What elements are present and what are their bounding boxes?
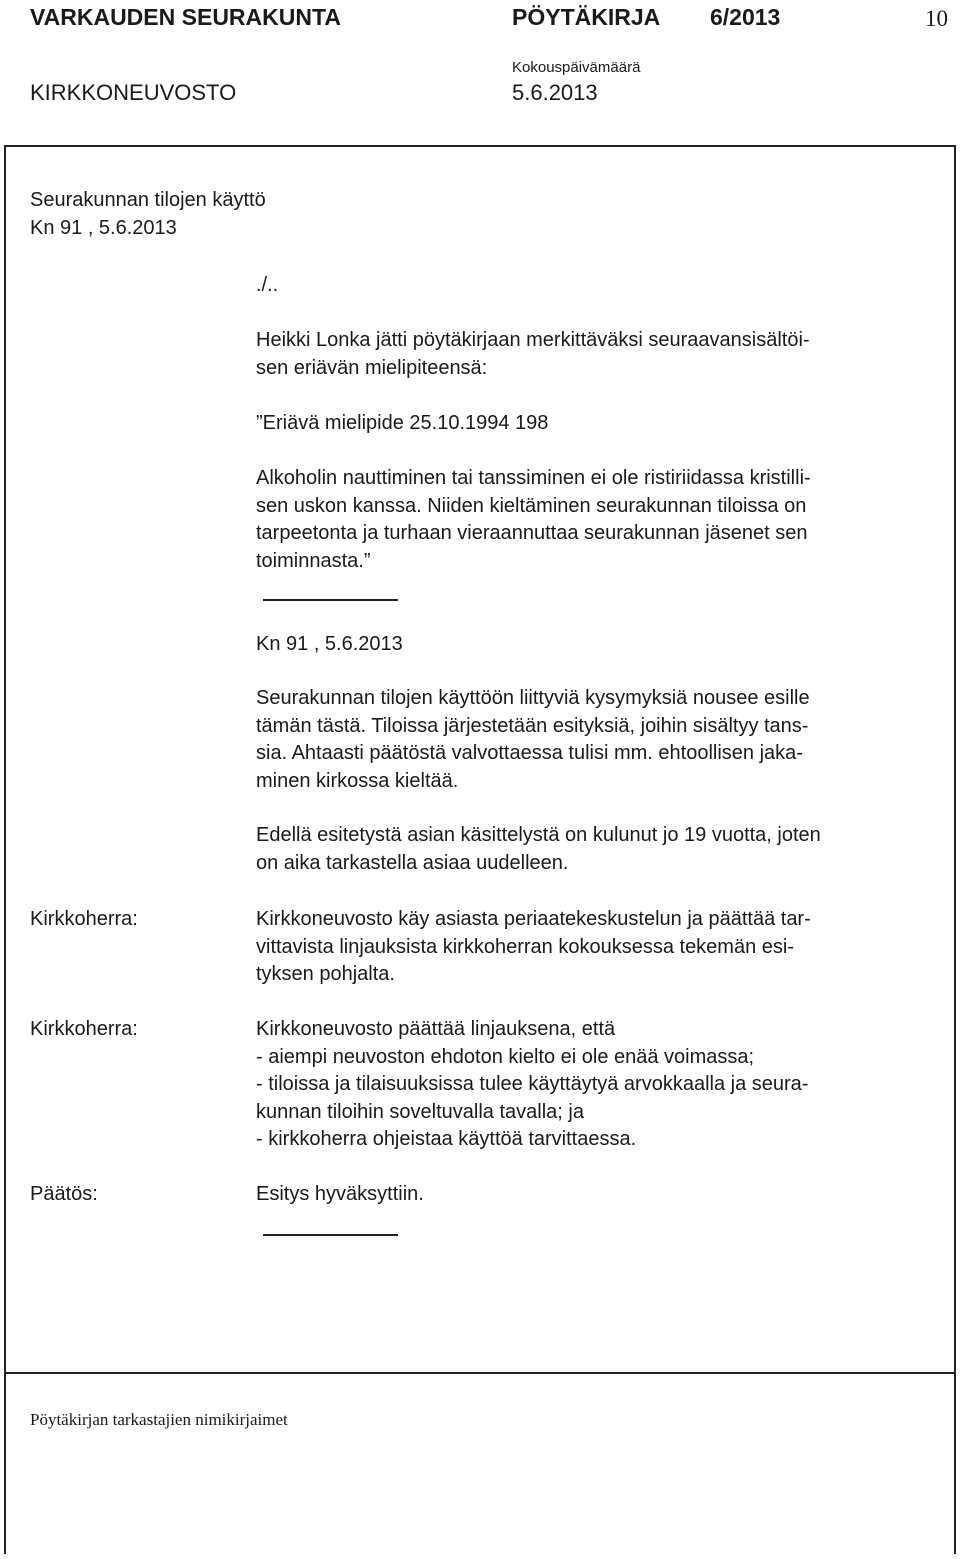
quote-heading: ”Eriävä mielipide 25.10.1994 198 bbox=[256, 412, 549, 434]
proposal-line: kunnan tiloihin soveltuvalla tavalla; ja bbox=[256, 1100, 584, 1123]
proposal-line: vittavista linjauksista kirkkoherran kokouksessa tekemän esi- bbox=[256, 935, 794, 958]
council-name: KIRKKONEUVOSTO bbox=[30, 80, 237, 105]
proposal-text bbox=[256, 906, 811, 989]
proposal-line: tyksen pohjalta. bbox=[256, 963, 395, 985]
paragraph-line: Seurakunnan tilojen käyttöön liittyviä kysymyksiä nousee esille bbox=[256, 687, 810, 709]
quote-line: tarpeetonta ja turhaan vieraannuttaa seurakunnan jäsenet sen bbox=[256, 522, 808, 544]
quote-paragraph bbox=[256, 465, 811, 575]
review-paragraph bbox=[256, 822, 821, 877]
section-reference: Kn 91 , 5.6.2013 bbox=[30, 217, 177, 239]
section-title: Seurakunnan tilojen käyttö bbox=[30, 189, 266, 211]
paragraph-line: sia. Ahtaasti päätöstä valvottaessa tulisi mm. ehtoollisen jaka- bbox=[256, 742, 803, 764]
proposal-label: Kirkkoherra: bbox=[30, 908, 138, 930]
page-number: 10 bbox=[925, 6, 948, 31]
proposal-text bbox=[256, 1016, 808, 1154]
paragraph-line: minen kirkossa kieltää. bbox=[256, 769, 459, 792]
quote-end-rule bbox=[263, 599, 398, 601]
background-paragraph bbox=[256, 685, 810, 795]
meeting-date-label: Kokouspäivämäärä bbox=[512, 59, 641, 76]
decision-text: Esitys hyväksyttiin. bbox=[256, 1183, 424, 1205]
proposal-line: Kirkkoneuvosto käy asiasta periaatekeskustelun ja päättää tar- bbox=[256, 908, 811, 930]
proposal-line: - aiempi neuvoston ehdoton kielto ei ole enää voimassa; bbox=[256, 1045, 755, 1068]
meeting-reference: Kn 91 , 5.6.2013 bbox=[256, 633, 403, 655]
quote-line: toiminnasta.” bbox=[256, 549, 371, 572]
document-number: 6/2013 bbox=[710, 4, 781, 30]
decision-label: Päätös: bbox=[30, 1183, 98, 1205]
intro-paragraph bbox=[256, 327, 810, 382]
proposal-line: Kirkkoneuvosto päättää linjauksena, että bbox=[256, 1018, 616, 1040]
continuation-mark: ./.. bbox=[256, 274, 279, 296]
paragraph-line: on aika tarkastella asiaa uudelleen. bbox=[256, 851, 569, 874]
parish-name: VARKAUDEN SEURAKUNTA bbox=[30, 4, 341, 30]
proposal-line: - kirkkoherra ohjeistaa käyttöä tarvittaessa. bbox=[256, 1128, 637, 1150]
paragraph-line: tämän tästä. Tiloissa järjestetään esityksiä, joihin sisältyy tans- bbox=[256, 714, 809, 737]
signatures-label: Pöytäkirjan tarkastajien nimikirjaimet bbox=[30, 1410, 288, 1429]
intro-line: Heikki Lonka jätti pöytäkirjaan merkittäväksi seuraavansisältöi- bbox=[256, 329, 810, 351]
document-type: PÖYTÄKIRJA bbox=[512, 4, 661, 30]
quote-line: Alkoholin nauttiminen tai tanssiminen ei ole ristiriidassa kristilli- bbox=[256, 467, 811, 489]
footer-divider bbox=[6, 1372, 956, 1374]
decision-end-rule bbox=[263, 1234, 398, 1236]
meeting-date: 5.6.2013 bbox=[512, 80, 598, 105]
paragraph-line: Edellä esitetystä asian käsittelystä on kulunut jo 19 vuotta, joten bbox=[256, 824, 821, 846]
proposal-line: - tiloissa ja tilaisuuksissa tulee käyttäytyä arvokkaalla ja seura- bbox=[256, 1073, 809, 1095]
intro-line: sen eriävän mielipiteensä: bbox=[256, 356, 488, 379]
proposal-label: Kirkkoherra: bbox=[30, 1018, 138, 1040]
quote-line: sen uskon kanssa. Niiden kieltäminen seurakunnan tiloissa on bbox=[256, 494, 807, 517]
